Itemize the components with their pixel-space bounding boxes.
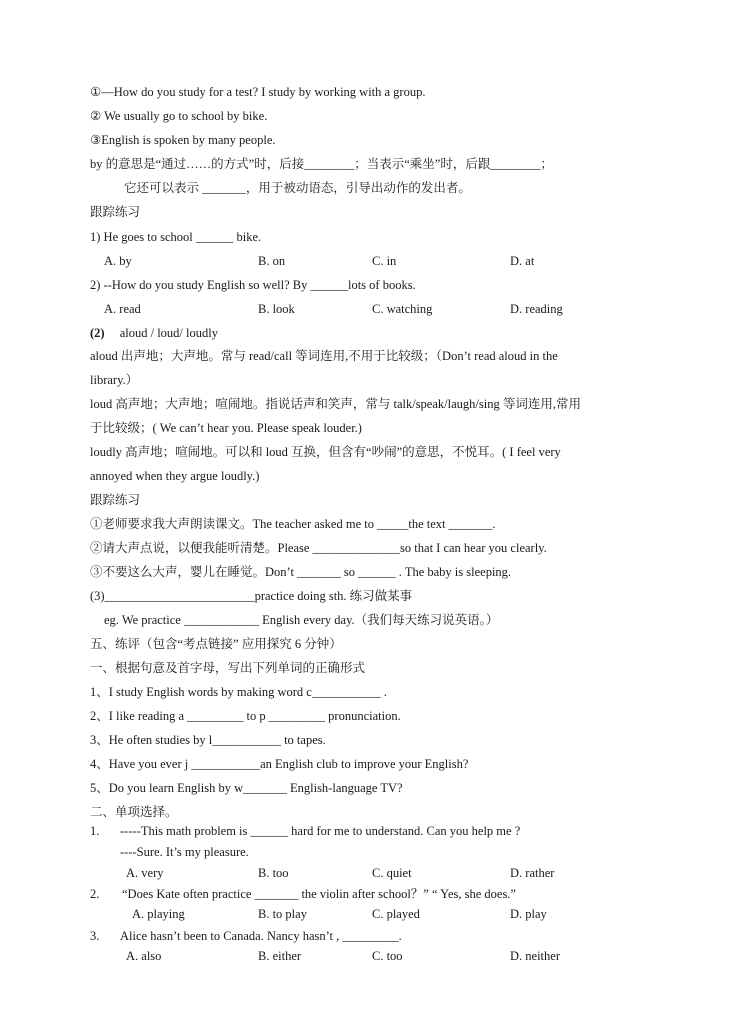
mc-1-options [126,865,686,881]
by-rule-line-2: 它还可以表示 _______，用于被动语态，引导出动作的发出者。 [124,181,471,195]
loud-definition-2: 于比较级；( We can’t hear you. Please speak louder.) [90,421,362,435]
part-1-title: 一、根据句意及首字母，写出下列单词的正确形式 [90,661,366,675]
aloud-definition-1: aloud 出声地；大声地。常与 read/call 等词连用,不用于比较级；（Don’t read aloud in the [90,349,558,363]
aloud-heading [90,325,218,341]
option-c: C. watching [372,302,433,316]
option-d: D. at [510,254,535,268]
option-b: B. to play [258,907,307,921]
fill-item-5: 5、Do you learn English by w_______ English-language TV? [90,781,403,795]
practice-example: eg. We practice ____________ English every day.（我们每天练习说英语。） [104,613,499,627]
mc-2-number: 2. [90,887,100,901]
practice-phrase: (3)________________________practice doing sth. 练习做某事 [90,589,413,603]
mc-3-options [126,948,686,964]
option-c: C. played [372,907,420,921]
fill-item-2: 2、I like reading a _________ to p _________ pronunciation. [90,709,401,723]
mc-2-options [132,906,692,922]
loudly-definition-1: loudly 高声地；喧闹地。可以和 loud 互换，但含有“吵闹”的意思，不悦耳。( I feel very [90,445,561,459]
question-1-options [104,253,704,269]
mc-3-number: 3. [90,929,100,943]
option-d: D. neither [510,949,560,963]
aloud-heading-number: (2) [90,326,105,340]
option-d: D. play [510,907,547,921]
option-d: D. reading [510,302,563,316]
practice-title-2: 跟踪练习 [90,493,141,507]
fill-item-1: 1、I study English words by making word c___________ . [90,685,387,699]
by-rule-line-1: by 的意思是“通过……的方式”时，后接________；当表示“乘坐”时，后跟________； [90,157,553,171]
review-heading: 五、练评（包含“考点链接” 应用探究 6 分钟） [90,637,342,651]
question-2-options [104,301,704,317]
practice-title-1: 跟踪练习 [90,205,141,219]
fill-item-3: 3、He often studies by l___________ to tapes. [90,733,326,747]
mc-1-question: -----This math problem is ______ hard for me to understand. Can you help me ? [120,824,521,838]
option-c: C. too [372,949,403,963]
mc-3-question: Alice hasn’t been to Canada. Nancy hasn’t , _________. [120,929,402,943]
aloud-practice-3: ③不要这么大声，婴儿在睡觉。Don’t _______ so ______ . The baby is sleeping. [90,565,512,579]
loudly-definition-2: annoyed when they argue loudly.) [90,469,260,483]
question-1: 1) He goes to school ______ bike. [90,230,262,244]
option-c: C. quiet [372,866,412,880]
loud-definition-1: loud 高声地；大声地；喧闹地。指说话声和笑声，常与 talk/speak/laugh/sing 等词连用,常用 [90,397,581,411]
option-a: A. playing [132,907,185,921]
by-example-1: ①—How do you study for a test? I study by working with a group. [90,85,426,99]
option-b: B. look [258,302,295,316]
option-d: D. rather [510,866,555,880]
mc-1-response: ----Sure. It’s my pleasure. [120,845,249,859]
option-b: B. on [258,254,286,268]
aloud-definition-2: library.） [90,373,139,387]
option-b: B. either [258,949,302,963]
option-a: A. by [104,254,132,268]
option-a: A. very [126,866,164,880]
aloud-heading-title: aloud / loud/ loudly [119,326,218,340]
option-c: C. in [372,254,397,268]
option-a: A. also [126,949,162,963]
part-2-title: 二、单项选择。 [90,805,178,819]
fill-item-4: 4、Have you ever j ___________an English club to improve your English? [90,757,469,771]
aloud-practice-2: ②请大声点说，以便我能听清楚。Please ______________so that I can hear you clearly. [90,541,547,555]
by-example-2: ② We usually go to school by bike. [90,109,268,123]
option-a: A. read [104,302,141,316]
aloud-practice-1: ①老师要求我大声朗读课文。The teacher asked me to _____the text _______. [90,517,496,531]
mc-1-number: 1. [90,824,100,838]
question-2: 2) --How do you study English so well? By ______lots of books. [90,278,416,292]
option-b: B. too [258,866,289,880]
mc-2-question: “Does Kate often practice _______ the violin after school？” “ Yes, she does.” [122,887,516,901]
by-example-3: ③English is spoken by many people. [90,133,276,147]
